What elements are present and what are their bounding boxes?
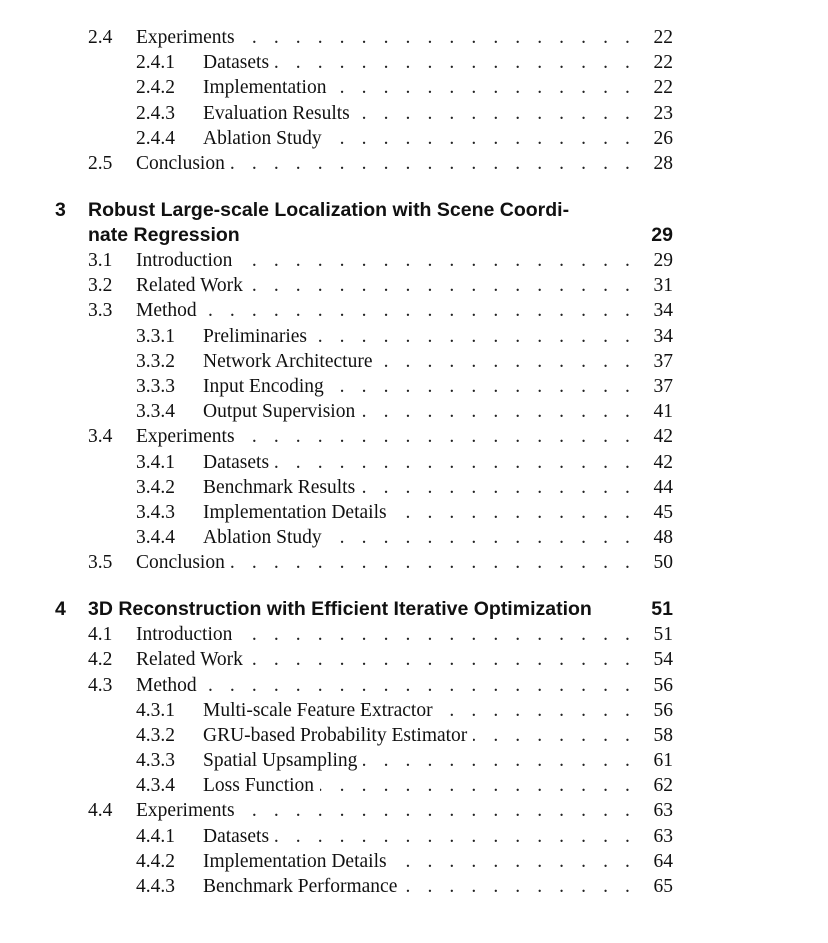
page-number[interactable]: 34 xyxy=(653,325,673,347)
dot-leader xyxy=(241,424,636,449)
section-number: 2.4.4 xyxy=(136,127,175,149)
section-number: 3.3.3 xyxy=(136,375,175,397)
title-with-leader xyxy=(203,75,636,100)
chapter-title[interactable]: Robust Large-scale Localization with Scene Coordi- xyxy=(88,198,570,221)
section-number: 3.4.4 xyxy=(136,527,175,549)
section-number: 2.4.3 xyxy=(136,102,175,124)
dot-leader xyxy=(241,25,636,50)
section-number: 3.4 xyxy=(88,426,113,448)
section-title[interactable]: Related Work xyxy=(136,275,243,297)
section-number: 2.4.2 xyxy=(136,77,175,99)
page-number[interactable]: 45 xyxy=(653,501,673,523)
section-title[interactable]: Benchmark Performance xyxy=(203,876,398,897)
dot-leader xyxy=(231,550,636,575)
title-with-leader xyxy=(203,773,636,798)
dot-leader xyxy=(330,374,636,399)
section-title[interactable]: Spatial Upsampling xyxy=(203,750,358,772)
section-title[interactable]: Implementation xyxy=(203,77,327,99)
toc-section-entry[interactable] xyxy=(0,273,828,298)
toc-section-entry[interactable] xyxy=(0,798,828,823)
section-title[interactable]: GRU-based Probability Estimator xyxy=(203,724,468,746)
toc-section-entry[interactable] xyxy=(0,151,828,176)
section-number: 2.4 xyxy=(88,27,113,48)
section-title[interactable]: Input Encoding xyxy=(203,375,324,397)
dot-leader xyxy=(328,126,636,151)
section-title[interactable]: Datasets xyxy=(203,451,270,473)
section-number: 4.1 xyxy=(88,624,113,646)
title-with-leader xyxy=(136,25,636,50)
page-number[interactable]: 63 xyxy=(653,800,673,822)
section-number: 3.4.1 xyxy=(136,451,175,473)
toc-subsection-entry[interactable] xyxy=(0,849,828,874)
chapter-number: 4 xyxy=(55,597,66,620)
toc-section-entry[interactable] xyxy=(0,424,828,449)
toc-section-entry[interactable] xyxy=(0,25,828,50)
dot-leader xyxy=(403,874,636,899)
title-with-leader xyxy=(203,525,636,550)
section-number: 4.3 xyxy=(88,674,113,696)
toc-subsection-entry[interactable] xyxy=(0,101,828,126)
dot-leader xyxy=(439,698,636,723)
page-number[interactable]: 50 xyxy=(653,552,673,574)
section-number: 4.4 xyxy=(88,800,113,822)
title-with-leader xyxy=(136,273,636,298)
page-number[interactable]: 48 xyxy=(653,527,673,549)
chapter-title-continued[interactable]: nate Regression xyxy=(88,223,240,246)
page-number[interactable]: 31 xyxy=(653,275,673,297)
section-number: 4.3.1 xyxy=(136,699,175,721)
toc-subsection-entry[interactable] xyxy=(0,773,828,798)
page-number[interactable]: 63 xyxy=(653,825,673,847)
dot-leader xyxy=(249,273,636,298)
section-title[interactable]: Network Architecture xyxy=(203,350,373,372)
section-title[interactable]: Related Work xyxy=(136,649,243,671)
dot-leader xyxy=(393,849,636,874)
title-with-leader xyxy=(203,374,636,399)
section-number: 4.2 xyxy=(88,649,113,671)
title-with-leader xyxy=(136,622,636,647)
dot-leader xyxy=(241,798,636,823)
page-number[interactable]: 23 xyxy=(653,102,673,124)
page-number[interactable]: 65 xyxy=(653,876,673,897)
title-with-leader xyxy=(136,424,636,449)
section-title[interactable]: Ablation Study xyxy=(203,527,322,549)
section-title[interactable]: Introduction xyxy=(136,624,233,646)
section-number: 3.3.4 xyxy=(136,401,175,423)
toc-subsection-entry[interactable] xyxy=(0,450,828,475)
dot-leader xyxy=(275,450,636,475)
dot-leader xyxy=(238,622,636,647)
section-number: 4.4.1 xyxy=(136,825,175,847)
title-with-leader xyxy=(203,399,636,424)
page-number[interactable]: 22 xyxy=(653,77,673,99)
dot-leader xyxy=(275,824,636,849)
section-title[interactable]: Datasets xyxy=(203,825,270,847)
dot-leader xyxy=(361,399,636,424)
section-number: 3.5 xyxy=(88,552,113,574)
section-title[interactable]: Method xyxy=(136,674,197,696)
toc-subsection-entry[interactable] xyxy=(0,126,828,151)
section-number: 3.2 xyxy=(88,275,113,297)
section-number: 3.3 xyxy=(88,300,113,322)
page-number[interactable]: 42 xyxy=(653,451,673,473)
section-number: 3.4.3 xyxy=(136,501,175,523)
section-title[interactable]: Conclusion xyxy=(136,552,225,574)
dot-leader xyxy=(361,475,636,500)
title-with-leader xyxy=(203,698,636,723)
dot-leader xyxy=(320,773,636,798)
toc-subsection-entry[interactable] xyxy=(0,50,828,75)
page-number[interactable]: 54 xyxy=(653,649,673,671)
title-with-leader xyxy=(203,748,636,773)
section-number: 3.1 xyxy=(88,250,113,271)
section-title[interactable]: Method xyxy=(136,300,197,322)
dot-leader xyxy=(363,748,636,773)
title-with-leader xyxy=(203,824,636,849)
section-title[interactable]: Experiments xyxy=(136,800,235,822)
toc-subsection-entry[interactable] xyxy=(0,324,828,349)
title-with-leader xyxy=(203,500,636,525)
toc-subsection-entry[interactable] xyxy=(0,525,828,550)
toc-section-entry[interactable] xyxy=(0,647,828,672)
section-title[interactable]: Datasets xyxy=(203,52,270,74)
section-number: 2.4.1 xyxy=(136,52,175,74)
page-number[interactable]: 44 xyxy=(653,476,673,498)
section-title[interactable]: Implementation Details xyxy=(203,501,387,523)
page-number[interactable]: 61 xyxy=(653,750,673,772)
section-number: 3.3.1 xyxy=(136,325,175,347)
dot-leader xyxy=(356,101,636,126)
dot-leader xyxy=(249,647,636,672)
toc-subsection-entry[interactable] xyxy=(0,349,828,374)
chapter-number: 3 xyxy=(55,198,66,221)
section-title[interactable]: Evaluation Results xyxy=(203,102,350,124)
title-with-leader xyxy=(136,298,636,323)
toc-subsection-entry[interactable] xyxy=(0,748,828,773)
title-with-leader xyxy=(203,723,636,748)
toc-section-entry[interactable] xyxy=(0,248,828,273)
dot-leader xyxy=(393,500,636,525)
title-with-leader xyxy=(136,673,636,698)
section-title[interactable]: Benchmark Results xyxy=(203,476,356,498)
title-with-leader xyxy=(136,248,636,273)
page-number[interactable]: 26 xyxy=(653,127,673,149)
dot-leader xyxy=(378,349,636,374)
title-with-leader xyxy=(203,126,636,151)
page-number[interactable]: 28 xyxy=(653,152,673,174)
section-title[interactable]: Loss Function xyxy=(203,775,315,797)
toc-subsection-entry[interactable] xyxy=(0,824,828,849)
toc-subsection-entry[interactable] xyxy=(0,75,828,100)
dot-leader xyxy=(332,75,636,100)
title-with-leader xyxy=(136,647,636,672)
page-number[interactable]: 51 xyxy=(651,597,673,620)
section-title[interactable]: Preliminaries xyxy=(203,325,307,347)
title-with-leader xyxy=(136,550,636,575)
page-number[interactable]: 22 xyxy=(653,27,673,48)
toc-subsection-entry[interactable] xyxy=(0,374,828,399)
title-with-leader xyxy=(203,450,636,475)
section-number: 4.3.2 xyxy=(136,724,175,746)
toc-section-entry[interactable] xyxy=(0,298,828,323)
section-number: 3.3.2 xyxy=(136,350,175,372)
page-number[interactable]: 51 xyxy=(653,624,673,646)
toc-subsection-entry[interactable] xyxy=(0,500,828,525)
page-number[interactable]: 58 xyxy=(653,724,673,746)
title-with-leader xyxy=(203,101,636,126)
section-number: 4.3.3 xyxy=(136,750,175,772)
toc-chapter-entry[interactable] xyxy=(0,597,828,622)
toc-subsection-entry[interactable] xyxy=(0,723,828,748)
page-number[interactable]: 37 xyxy=(653,350,673,372)
toc-subsection-entry[interactable] xyxy=(0,399,828,424)
toc-subsection-entry[interactable] xyxy=(0,475,828,500)
title-with-leader xyxy=(203,874,636,899)
section-title[interactable]: Multi-scale Feature Extractor xyxy=(203,699,433,721)
title-with-leader xyxy=(136,798,636,823)
title-with-leader xyxy=(203,849,636,874)
dot-leader xyxy=(203,298,636,323)
page-number[interactable]: 64 xyxy=(653,850,673,872)
title-with-leader xyxy=(203,50,636,75)
toc-section-entry[interactable] xyxy=(0,550,828,575)
page-number[interactable]: 56 xyxy=(653,699,673,721)
dot-leader xyxy=(231,151,636,176)
toc-chapter-entry-continued[interactable] xyxy=(0,223,828,248)
page-number[interactable]: 22 xyxy=(653,52,673,74)
chapter-title[interactable]: 3D Reconstruction with Efficient Iterative Optimization xyxy=(88,597,592,620)
dot-leader xyxy=(275,50,636,75)
title-with-leader xyxy=(203,324,636,349)
dot-leader xyxy=(203,673,636,698)
section-number: 4.4.3 xyxy=(136,876,175,897)
dot-leader xyxy=(473,723,636,748)
page-number[interactable]: 42 xyxy=(653,426,673,448)
page-number[interactable]: 62 xyxy=(653,775,673,797)
toc-section-entry[interactable] xyxy=(0,622,828,647)
section-number: 2.5 xyxy=(88,152,113,174)
toc-subsection-entry[interactable] xyxy=(0,874,828,899)
section-title[interactable]: Conclusion xyxy=(136,152,225,174)
page-number[interactable]: 34 xyxy=(653,300,673,322)
section-number: 4.4.2 xyxy=(136,850,175,872)
dot-leader xyxy=(313,324,636,349)
title-with-leader xyxy=(136,151,636,176)
page-number[interactable]: 37 xyxy=(653,375,673,397)
section-title[interactable]: Implementation Details xyxy=(203,850,387,872)
section-title[interactable]: Ablation Study xyxy=(203,127,322,149)
section-number: 4.3.4 xyxy=(136,775,175,797)
title-with-leader xyxy=(203,475,636,500)
table-of-contents xyxy=(0,25,828,899)
dot-leader xyxy=(238,248,636,273)
section-title[interactable]: Output Supervision xyxy=(203,401,356,423)
section-number: 3.4.2 xyxy=(136,476,175,498)
dot-leader xyxy=(328,525,636,550)
toc-subsection-entry[interactable] xyxy=(0,698,828,723)
title-with-leader xyxy=(203,349,636,374)
toc-section-entry[interactable] xyxy=(0,673,828,698)
page-number[interactable]: 41 xyxy=(653,401,673,423)
page-number[interactable]: 29 xyxy=(651,223,673,246)
page-number[interactable]: 29 xyxy=(653,250,673,271)
section-title[interactable]: Experiments xyxy=(136,27,235,48)
section-title[interactable]: Experiments xyxy=(136,426,235,448)
toc-chapter-entry[interactable] xyxy=(0,198,828,223)
page-number[interactable]: 56 xyxy=(653,674,673,696)
section-title[interactable]: Introduction xyxy=(136,250,233,271)
